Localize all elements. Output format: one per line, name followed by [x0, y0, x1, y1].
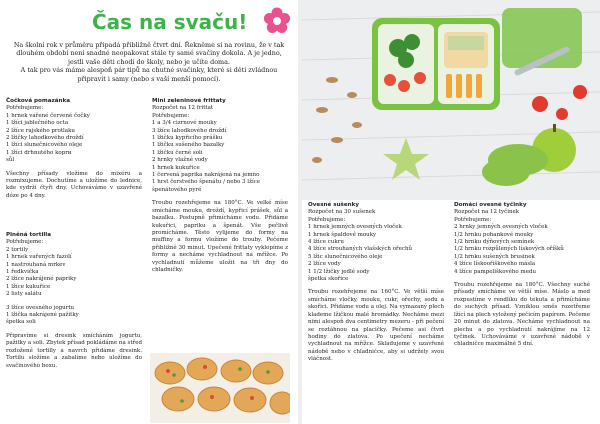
- recipe-heading: Čočková pomazánka: [6, 98, 71, 104]
- ingredient: 1 hrnek vařené červené čočky: [6, 112, 90, 119]
- ingredient: 1 hrnek jemných ovesných vloček: [308, 224, 402, 231]
- ingredient: 1 hrnek špaldové mouky: [308, 231, 377, 238]
- yield-label: Rozpočet na 30 sušenek: [308, 209, 376, 216]
- left-page: [0, 0, 298, 424]
- ingredient: špetka soli: [6, 319, 36, 326]
- right-page: [302, 0, 600, 424]
- intro-text: Na školní rok v průměru připadá přibližně čtvrt dní. Řekněme si na rovinu, že v tak dlouhém období není snadné neopakovat stále ty samé svačiny dokola. A je jedno, jestli vaše děti chodí do školy, nebo je učíte doma. A tak pro vás máme alespoň pár tipů na chutné svačinky, které si děti zvládnou připravit i samy (nebo s vaší menší pomocí).: [13, 41, 285, 83]
- recipe-heading: Domácí ovesné tyčinky: [454, 202, 527, 208]
- needs-label: Potřebujeme:: [152, 112, 190, 119]
- ingredient: 2 lžíce rajského protlaku: [6, 127, 75, 134]
- needs-label: Potřebujeme:: [308, 216, 346, 223]
- ingredient: 2 tortily: [6, 246, 29, 253]
- ingredient: 5 lžic slunečnicového oleje: [308, 253, 383, 260]
- ingredient: 2 listy salátu: [6, 291, 42, 298]
- needs-label: Potřebujeme:: [6, 105, 44, 112]
- ingredient: 1/2 hrnku sušených brusinek: [454, 253, 535, 260]
- ingredient: 3 lžíce lahodkového droždí: [152, 127, 227, 134]
- ingredient: 4 lžíce strouhaných vlašských ořechů: [308, 246, 413, 253]
- yield-label: Rozpočet na 12 frittat: [152, 105, 214, 112]
- ingredient: 1 lžíce kukuřice: [6, 283, 51, 290]
- ingredient: 1/2 hrnku rozpůlených lískových oříšků: [454, 246, 564, 253]
- recipe-body: Všechny přísady vložíme do mixéru a rozmixujeme. Dochutíme a uložíme do lednice, kde vydrží čtyři dny. Uchováváme v uzavřené dóze po 4 dny.: [6, 170, 142, 199]
- recipe-body: Troubu rozehřejeme na 180°C. Ve velké míse smícháme mouku, droždí, kypřicí prášek, sůl a bazalku. Postupně přimícháme vodu. Přidáme kukuřici, papriku a špenát. Vše pečlivě promícháme. Těsto vylijeme do formy na muffiny a formu vložíme do trouby. Pečeme přibližně 30 minut. Upečené frittaty vyklopíme z formy a necháme vychladnout na mřížce. Po vychladnutí můžeme uložit na tři dny do chladničky.: [152, 200, 288, 273]
- ingredient: 1 hrst čerstvého špenátu / nebo 3 lžíce špenátového pyré: [152, 179, 261, 193]
- ingredient: 1 lžičku sušeného bazalky: [152, 142, 225, 149]
- ingredient: 2 hrnky vlažné vody: [152, 157, 208, 164]
- ingredient: 4 lžíce cukru: [308, 239, 344, 246]
- recipe-tycinky: [454, 202, 590, 349]
- ingredient: 1 hrnek vařených fazolí: [6, 254, 72, 261]
- ingredient: 1 lžíci slunečnicového oleje: [6, 142, 83, 149]
- ingredient: 1 hrnek kukuřice: [152, 164, 200, 171]
- ingredient: 1 1/2 lžičky jedlé sody: [308, 268, 370, 275]
- recipe-heading: Ovesné sušenky: [308, 202, 360, 208]
- muffins-photo: [150, 353, 290, 423]
- ingredient: 1 lžíci drhnutého koprи: [6, 149, 72, 156]
- recipe-heading: Plněná tortilla: [6, 232, 51, 238]
- ingredient: 1/2 hrnku pohankové mouky: [454, 231, 534, 238]
- ingredient: 2 hrnky jemných ovesných vloček: [454, 224, 548, 231]
- ingredient: 1 ředkvička: [6, 269, 39, 276]
- ingredient: 3 lžíce ovesného jogurtu: [6, 304, 75, 311]
- ingredient: 4 lžíce lískooříškového másla: [454, 261, 536, 268]
- recipe-susenky: [308, 202, 444, 364]
- recipe-tortilla: [6, 232, 142, 370]
- ingredient: 1/2 hrnku dýňových semínek: [454, 239, 535, 246]
- page-title: Čas na svaču!: [92, 10, 248, 34]
- recipe-heading: Mini zeleninové frittaty: [152, 98, 226, 104]
- ingredient: sůl: [6, 157, 15, 164]
- yield-label: Rozpočet na 12 tyčinek: [454, 209, 520, 216]
- needs-label: Potřebujeme:: [6, 239, 44, 246]
- ingredient: 4 lžíce pampeliškového medu: [454, 268, 537, 275]
- ingredient: 1 červená paprika nakrájená na jemno: [152, 172, 260, 179]
- ingredient: špetka skořice: [308, 276, 349, 283]
- recipe-body: Připravíme si dresink smícháním jogurtu, pažitky a soli. Zbytek přísad pokládáme na střed rozložené tortilly a navrch přidáme dresink. Tortilu složíme a zabalíme nebo uložíme do svačinového boxu.: [6, 332, 142, 369]
- recipe-body: Troubu rozehřejeme na 160°C. Ve větší míse smícháme vločky, mouku, cukr, ořechy, sodu a skořici. Přidáme vodu a olej. Na vymazaný plech klademe lžičkou malé hromádky. Necháme mezi nimi alespoň dva centimetry mezeru - při pečení se roztáhnou na placičky. Pečeme asi čtvrt hodiny do zlatova. Po upečení necháme vychladnout na mřížce. Skladujeme v uzavřené nádobě nebo v chladničce, aby si udržely svou vláčnost.: [308, 289, 444, 363]
- ingredient: 1 lžička nakrájené pažitky: [6, 312, 79, 319]
- recipe-frittaty: [152, 98, 288, 274]
- ingredient: 2 lžičky lahodkového droždí: [6, 135, 84, 142]
- ingredient: 2 lžíce nakrájené papriky: [6, 276, 77, 283]
- recipe-body: Troubu rozehřejeme na 180°C. Všechny suché přísady smícháme ve větší míse. Máslo a med rozpustíme v rendlíku do tekuta a přimícháme do suchých přísad. Vzniklou směs rozetřeme lžící na plech vyložený pečicím papírem. Pečeme 20 minut do zlatova. Necháme vychladnout na plechu a po vychladnutí nakrájíme na 12 tyčinek. Uchováváme v uzavřené nádobě v chladničce maximálně 5 dní.: [454, 282, 590, 348]
- ingredient: 1 lžíci jablečného octa: [6, 120, 69, 127]
- ingredient: 2 lžíce vody: [308, 261, 341, 268]
- ingredient: 1 a 3/4 cizrnové mouky: [152, 120, 217, 127]
- flower-decoration-icon: [262, 6, 292, 36]
- ingredient: 1 nastrouhaná mrkev: [6, 261, 66, 268]
- ingredient: 1 lžičku kypřicího prášku: [152, 135, 223, 142]
- recipe-coockova: [6, 98, 142, 200]
- needs-label: Potřebujeme:: [454, 216, 492, 223]
- lunchbox-photo: [302, 0, 600, 200]
- ingredient: 1 lžičku černé soli: [152, 149, 203, 156]
